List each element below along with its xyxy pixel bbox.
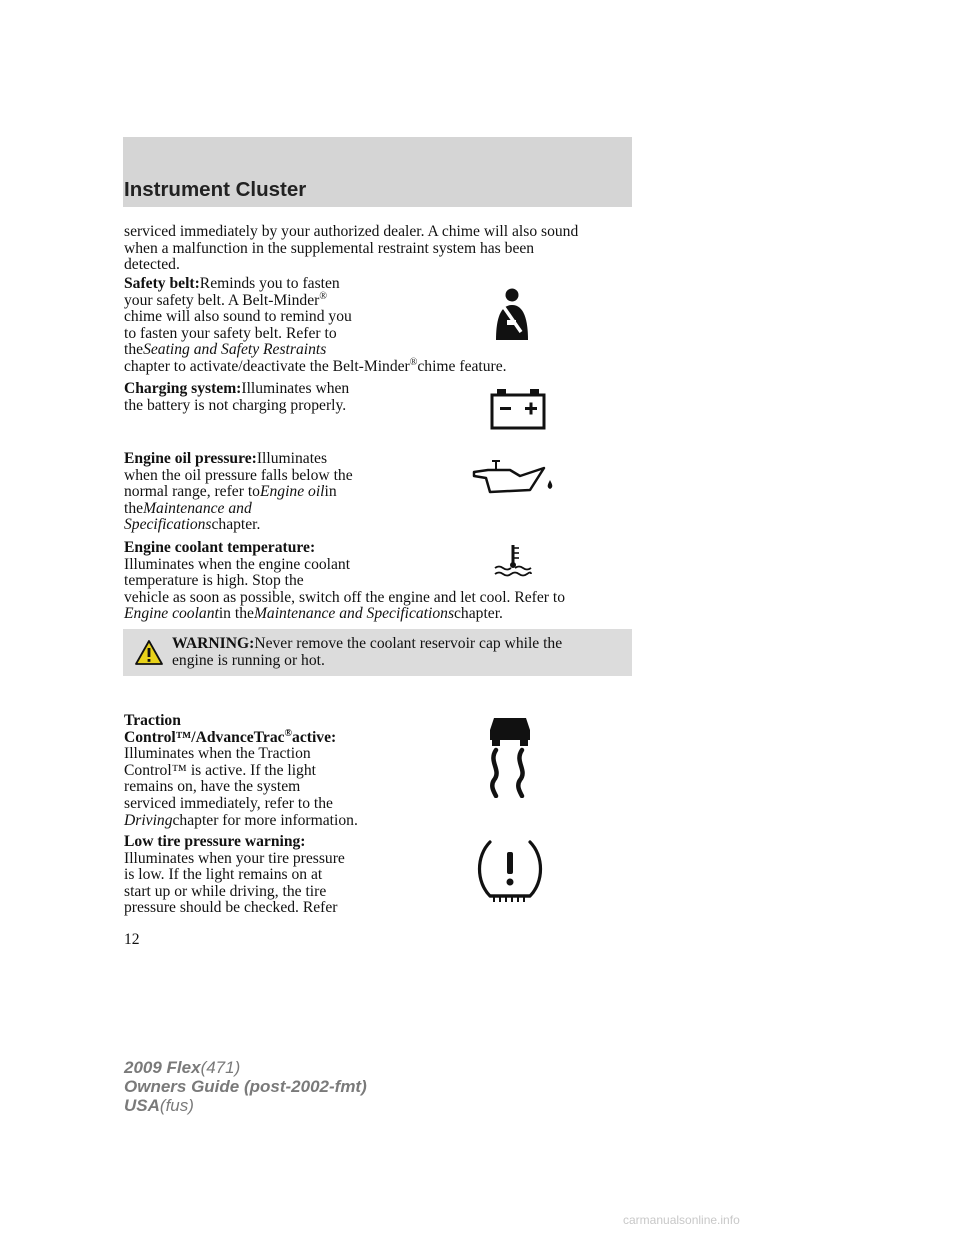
oil-section [124,451,353,534]
text-line: Illuminates when the Traction [124,745,311,763]
maintenance-reference: Maintenance and [143,499,252,517]
traction-heading: Control™/AdvanceTrac [124,728,285,746]
text-line: remains on, have the system [124,778,301,796]
maintenance-specifications-reference: Maintenance and Specifications [253,605,455,623]
text-line: Illuminates [256,450,328,467]
oil-heading: Engine oil pressure: [124,450,257,467]
coolant-temperature-icon [492,543,534,579]
traction-heading: active: [292,728,337,746]
text-line: when a malfunction in the supplemental restraint system has been [124,239,535,257]
footer-guide: Owners Guide (post-2002-fmt) [124,1077,367,1096]
text-line: Never remove the coolant reservoir cap while the [254,635,563,652]
tire-heading: Low tire pressure warning: [124,833,306,850]
text-line: chime feature. [417,357,507,375]
text-line: detected. [124,256,180,274]
text-line: in [324,483,337,501]
text-line: Illuminates when your tire pressure [124,849,345,867]
coolant-heading: Engine coolant temperature: [124,539,316,556]
text-line: chapter to activate/deactivate the Belt-Minder [124,357,410,375]
text-line: Illuminates when [241,380,350,397]
charging-section [124,381,349,414]
traction-heading: Traction [124,712,181,729]
watermark: carmanualsonline.info [623,1213,740,1227]
footer-region-code: (fus) [159,1096,194,1115]
footer-model: 2009 Flex [124,1058,201,1077]
text-line: the [124,341,144,359]
safety-belt-heading: Safety belt: [124,275,200,292]
warning-text [172,636,617,669]
text-line: serviced immediately, refer to the [124,794,333,812]
footer-model-code: (471) [200,1058,241,1077]
text-line: the battery is not charging properly. [124,396,347,414]
engine-coolant-reference: Engine coolant [124,605,219,623]
traction-section [124,713,358,829]
text-line: chime will also sound to remind you [124,308,352,326]
engine-oil-reference: Engine oil [259,483,325,501]
footer-region: USA [124,1096,160,1115]
text-line: temperature is high. Stop the [124,572,304,590]
seating-restraints-reference: Seating and Safety Restraints [143,341,327,359]
text-line: chapter. [211,516,261,534]
warning-label: WARNING: [172,635,255,652]
document-footer [124,1058,367,1115]
charging-heading: Charging system: [124,380,242,397]
text-line: in the [218,605,254,623]
text-line: is low. If the light remains on at [124,866,323,884]
specifications-reference: Specifications [124,516,212,534]
tire-section [124,834,345,917]
registered-mark: ® [319,290,327,302]
oil-can-icon [470,458,558,498]
page-number: 12 [124,931,140,948]
driving-reference: Driving [124,811,173,829]
text-line: chapter. [454,605,503,623]
battery-icon [490,388,546,430]
registered-mark: ® [409,356,418,368]
text-line: serviced immediately by your authorized dealer. A chime will also sound [124,223,579,240]
text-line: normal range, refer to [124,483,260,501]
registered-mark: ® [284,727,293,739]
text-line: to fasten your safety belt. Refer to [124,324,337,342]
text-line: Reminds you to fasten [199,275,340,292]
intro-paragraph [124,224,578,274]
text-line: when the oil pressure falls below the [124,466,353,484]
text-line: chapter for more information. [172,811,358,829]
text-line: your safety belt. A Belt-Minder [124,291,320,309]
text-line: pressure should be checked. Refer [124,899,338,917]
text-line: Illuminates when the engine coolant [124,555,351,573]
warning-triangle-icon [134,639,164,666]
seatbelt-icon [488,286,536,342]
tire-pressure-icon [472,834,548,906]
text-line: Control™ is active. If the light [124,761,316,779]
safety-belt-section [124,276,507,376]
text-line: start up or while driving, the tire [124,882,327,900]
text-line: vehicle as soon as possible, switch off the engine and let cool. Refer to [124,588,565,606]
page-title: Instrument Cluster [124,178,307,201]
traction-control-icon [484,714,536,798]
text-line: engine is running or hot. [172,651,325,669]
text-line: the [124,499,144,517]
